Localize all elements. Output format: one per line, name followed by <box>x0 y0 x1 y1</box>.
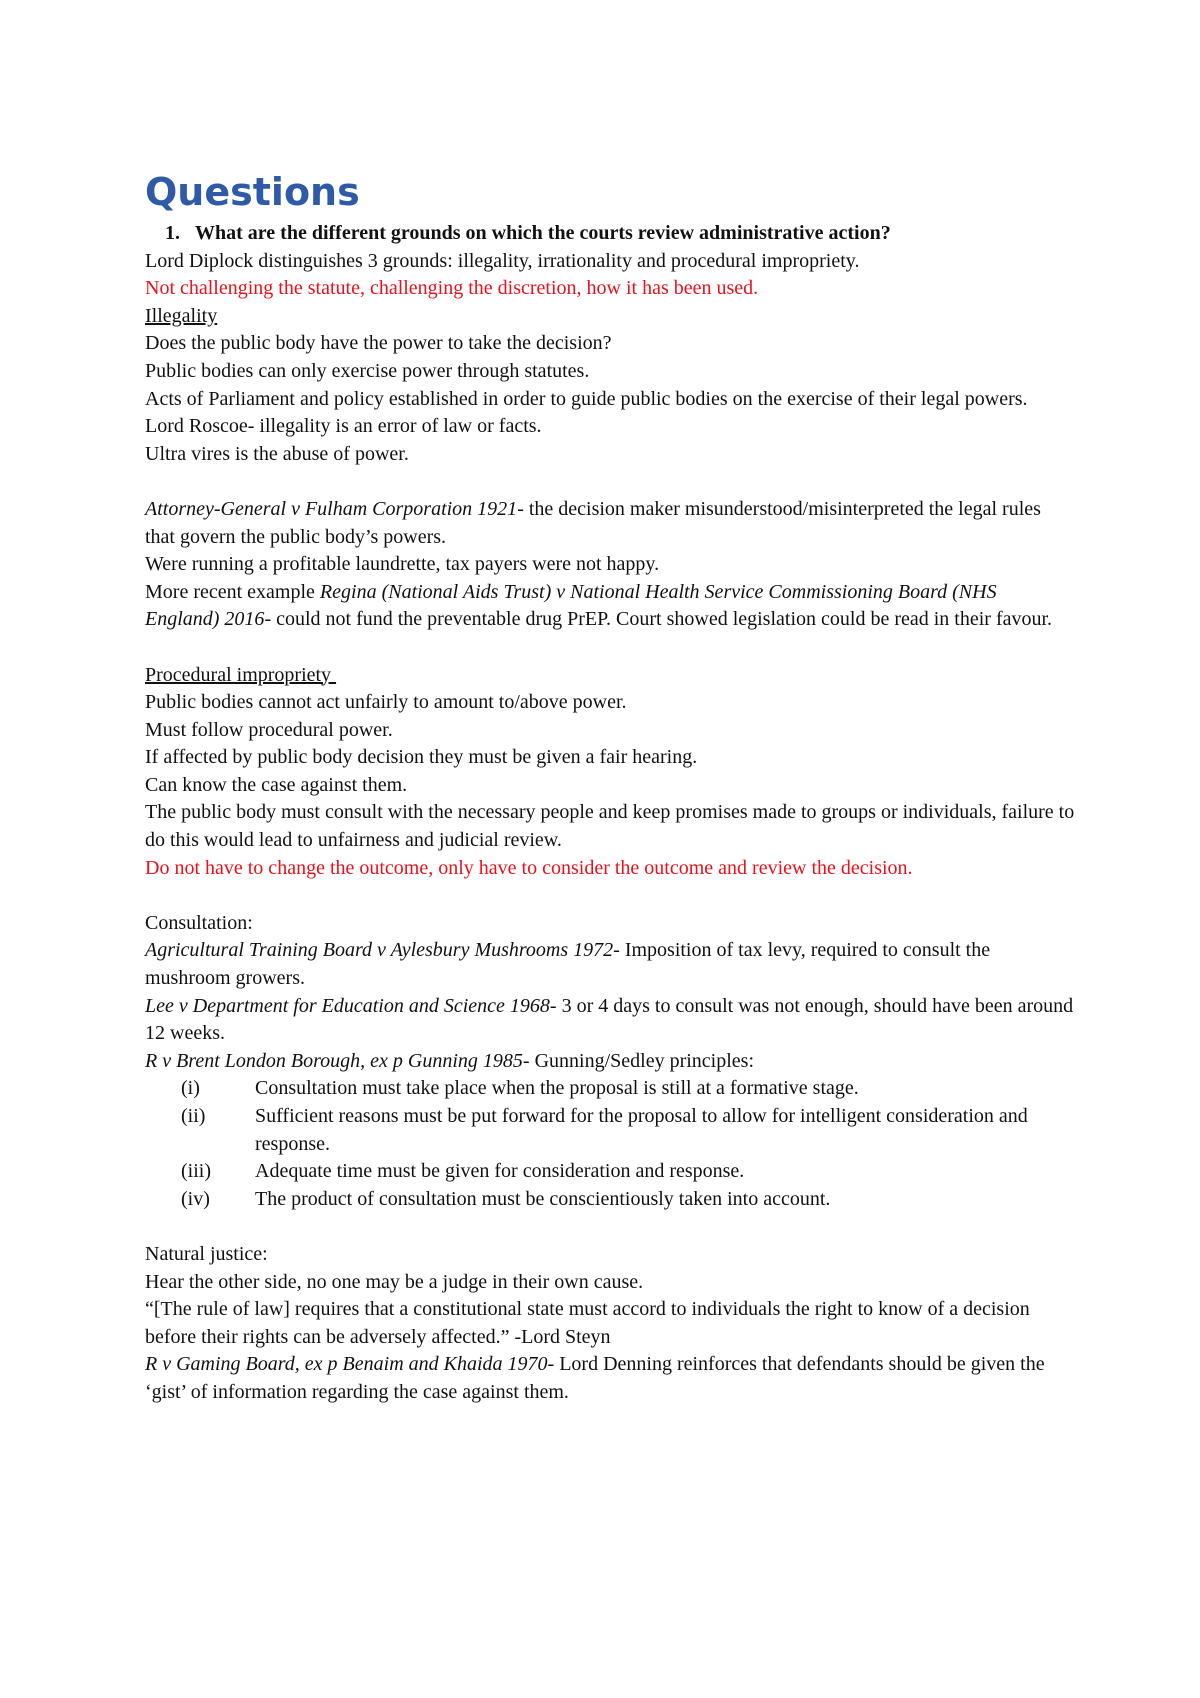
paragraph: Lord Diplock distinguishes 3 grounds: illegality, irrationality and procedural impropriety. <box>145 249 860 272</box>
list-item <box>181 1103 1075 1158</box>
list-number: (iv) <box>181 1187 210 1210</box>
list-text: Adequate time must be given for consideration and response. <box>255 1160 745 1183</box>
case-name: Regina (National Aids Trust) v National Health Service Commissioning Board (NHS England) 2016 <box>145 580 997 631</box>
case-text: - 3 or 4 days to consult was not enough, should have been around 12 weeks. <box>145 994 1074 1045</box>
case-paragraph <box>145 937 1075 992</box>
paragraph: Were running a profitable laundrette, tax payers were not happy. <box>145 553 660 576</box>
page-title: Questions <box>145 170 360 214</box>
question-heading <box>165 220 1075 248</box>
case-text: - the decision maker misunderstood/misinterpreted the legal rules that govern the public body’s powers. <box>145 497 1041 548</box>
list-text: The product of consultation must be conscientiously taken into account. <box>255 1187 831 1210</box>
section-heading-consultation: Consultation: <box>145 911 253 934</box>
case-name: R v Brent London Borough, ex p Gunning 1985 <box>145 1049 523 1072</box>
document-page <box>145 168 1075 1407</box>
case-paragraph <box>145 1048 1075 1076</box>
paragraph: Does the public body have the power to take the decision? <box>145 332 612 355</box>
case-name: Lee v Department for Education and Science 1968 <box>145 994 550 1017</box>
list-text: Consultation must take place when the proposal is still at a formative stage. <box>255 1077 859 1100</box>
question-number: 1. <box>165 222 180 244</box>
case-paragraph <box>145 579 1075 634</box>
case-paragraph <box>145 496 1075 551</box>
list-item <box>181 1075 1075 1103</box>
paragraph: If affected by public body decision they must be given a fair hearing. <box>145 746 698 769</box>
red-note: Do not have to change the outcome, only have to consider the outcome and review the decision. <box>145 856 913 879</box>
paragraph: Lord Roscoe- illegality is an error of law or facts. <box>145 415 542 438</box>
case-text: - Gunning/Sedley principles: <box>522 1049 754 1072</box>
list-number: (ii) <box>181 1105 206 1127</box>
paragraph: Must follow procedural power. <box>145 718 393 741</box>
list-number: (i) <box>181 1077 200 1100</box>
section-heading-procedural: Procedural impropriety <box>145 663 337 686</box>
paragraph: Public bodies cannot act unfairly to amount to/above power. <box>145 691 627 714</box>
red-note: Not challenging the statute, challenging the discretion, how it has been used. <box>145 277 759 300</box>
paragraph: Public bodies can only exercise power through statutes. <box>145 359 590 382</box>
paragraph: Ultra vires is the abuse of power. <box>145 442 409 465</box>
case-text: - could not fund the preventable drug PrEP. Court showed legislation could be read in their favour. <box>264 608 1053 631</box>
paragraph: Hear the other side, no one may be a judge in their own cause. <box>145 1270 644 1293</box>
paragraph: Can know the case against them. <box>145 773 408 796</box>
list-item <box>181 1158 1075 1186</box>
section-heading-illegality: Illegality <box>145 304 218 327</box>
case-paragraph <box>145 993 1075 1048</box>
question-text: What are the different grounds on which the courts review administrative action? <box>195 222 891 244</box>
paragraph: The public body must consult with the necessary people and keep promises made to groups or individuals, failure to do this would lead to unfairness and judicial review. <box>145 801 1075 852</box>
principles-list <box>145 1075 1075 1213</box>
list-number: (iii) <box>181 1160 211 1183</box>
case-name: R v Gaming Board, ex p Benaim and Khaida 1970 <box>145 1353 548 1376</box>
list-text: Sufficient reasons must be put forward for the proposal to allow for intelligent consideration and response. <box>255 1105 1028 1155</box>
quote-paragraph: “[The rule of law] requires that a constitutional state must accord to individuals the right to know of a decision before their rights can be adversely affected.” -Lord Steyn <box>145 1298 1030 1348</box>
section-heading-natural-justice: Natural justice: <box>145 1242 268 1265</box>
case-text: - Lord Denning reinforces that defendants should be given the ‘gist’ of information regarding the case against them. <box>145 1353 1045 1403</box>
case-name: Agricultural Training Board v Aylesbury Mushrooms 1972 <box>145 939 614 962</box>
case-text: - Imposition of tax levy, required to consult the mushroom growers. <box>145 939 991 990</box>
case-intro: More recent example <box>145 580 320 603</box>
case-paragraph <box>145 1351 1075 1406</box>
paragraph: Acts of Parliament and policy established in order to guide public bodies on the exercise of their legal powers. <box>145 387 1028 410</box>
case-name: Attorney-General v Fulham Corporation 1921 <box>145 497 518 520</box>
list-item <box>181 1186 1075 1214</box>
